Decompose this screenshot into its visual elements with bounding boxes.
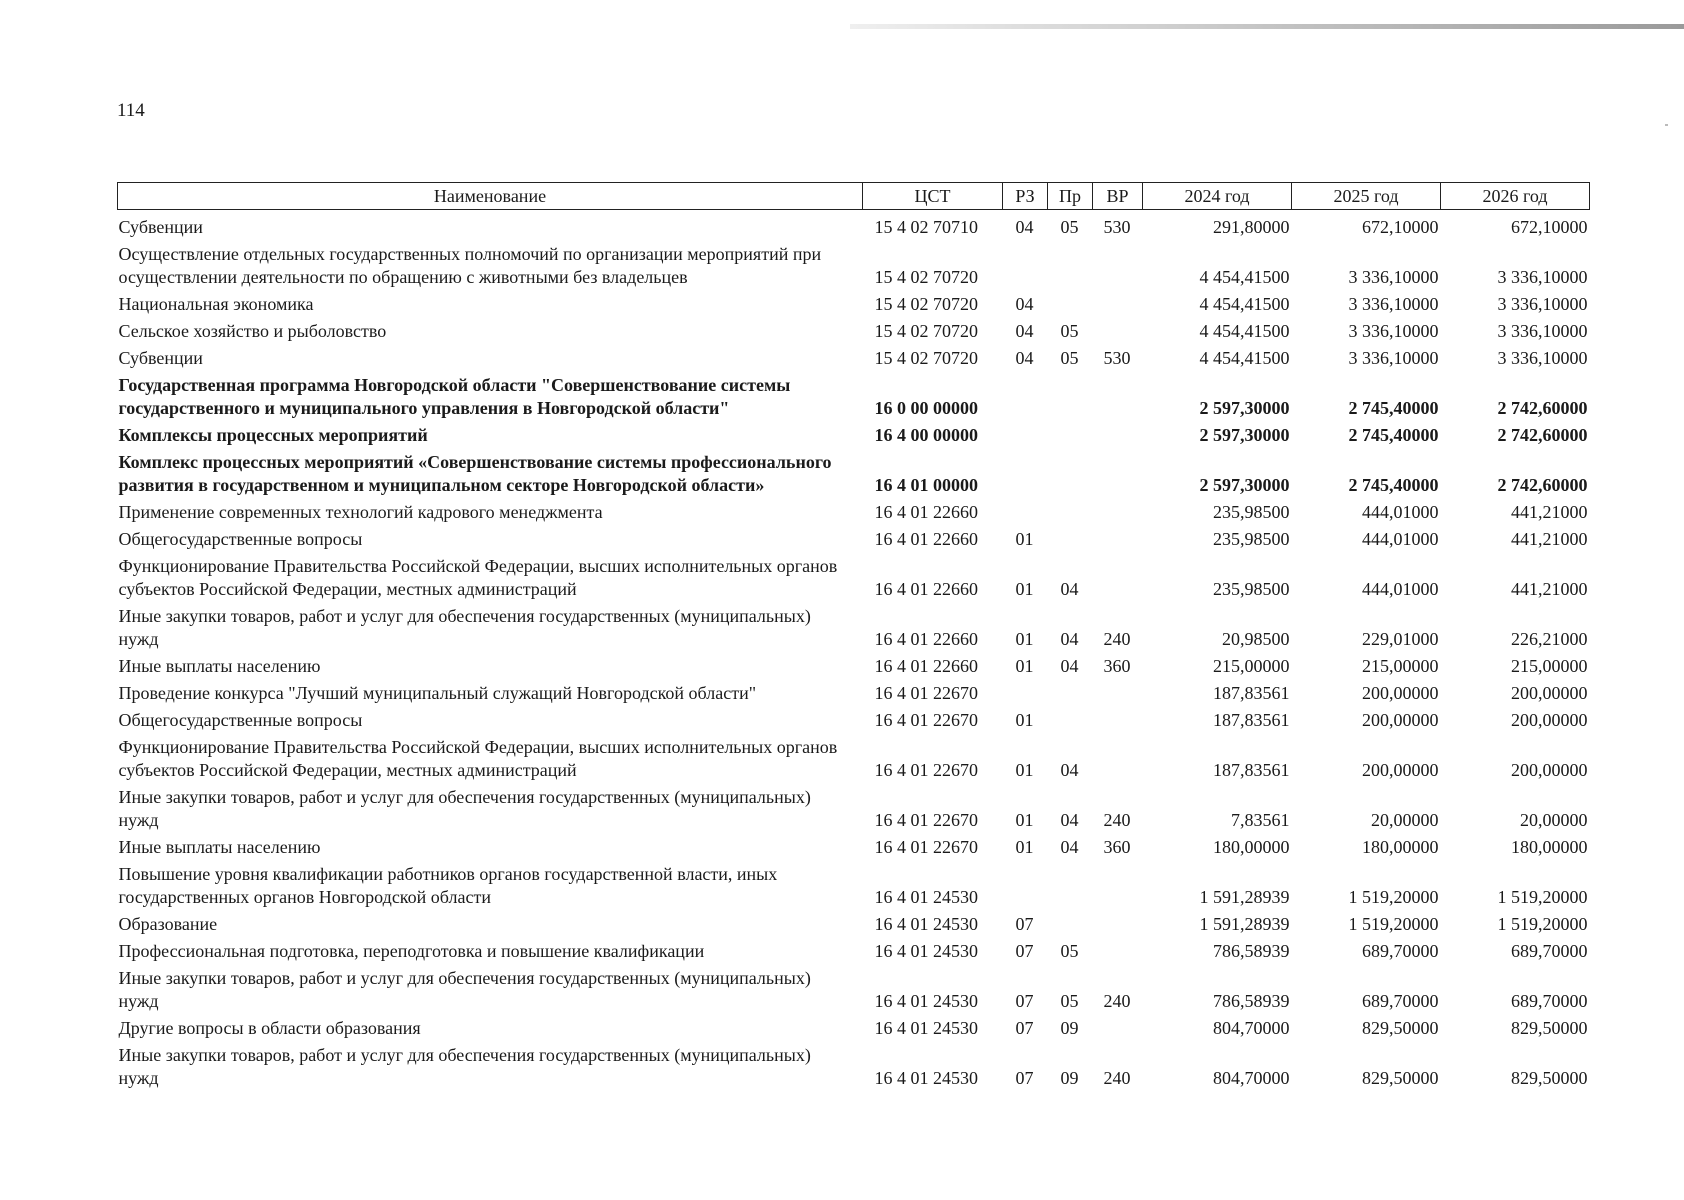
cell-2025: 1 519,20000: [1348, 914, 1439, 934]
header-rz: РЗ: [1003, 183, 1048, 210]
cell-2026: 441,21000: [1511, 529, 1588, 549]
cell-2024: 2 597,30000: [1199, 398, 1290, 418]
cell-pr: [1048, 447, 1093, 497]
cell-pr: 05: [1060, 217, 1079, 237]
cell-2026: 689,70000: [1511, 991, 1588, 1011]
cell-2024: 4 454,41500: [1199, 294, 1290, 314]
cell-pr: [1048, 420, 1093, 447]
header-2025: 2025 год: [1292, 183, 1441, 210]
cell-vr: [1093, 497, 1143, 524]
cell-pr: 04: [1060, 629, 1079, 649]
table-row: [118, 832, 1590, 859]
cell-2025: 200,00000: [1362, 683, 1439, 703]
cell-2025: 3 336,10000: [1348, 294, 1439, 314]
cell-rz: [1003, 239, 1048, 289]
cell-cst: 16 4 01 24530: [874, 1068, 978, 1088]
cell-vr: [1093, 370, 1143, 420]
cell-vr: [1093, 289, 1143, 316]
cell-vr: [1093, 447, 1143, 497]
cell-2025: 689,70000: [1362, 941, 1439, 961]
cell-2024: 215,00000: [1213, 656, 1290, 676]
cell-2024: 235,98500: [1213, 502, 1290, 522]
cell-cst: 15 4 02 70720: [874, 267, 978, 287]
header-pr: Пр: [1048, 183, 1093, 210]
table-row: [118, 497, 1590, 524]
cell-2025: 3 336,10000: [1348, 348, 1439, 368]
cell-2024: 235,98500: [1213, 579, 1290, 599]
cell-cst: 16 4 01 22660: [874, 629, 978, 649]
cell-2025: 3 336,10000: [1348, 267, 1439, 287]
cell-vr: 360: [1103, 837, 1131, 857]
cell-name: Осуществление отдельных государственных полномочий по организации мероприятий при осуществлении деятельности по обращению с животными без владельцев: [118, 244, 822, 287]
cell-name: Иные выплаты населению: [118, 656, 321, 676]
cell-2025: 1 519,20000: [1348, 887, 1439, 907]
cell-name: Комплекс процессных мероприятий «Совершенствование системы профессионального развития в государственном и муниципальном секторе Новгородской области»: [118, 452, 832, 495]
table-row: [118, 705, 1590, 732]
cell-cst: 16 4 00 00000: [874, 425, 978, 445]
cell-2025: 2 745,40000: [1348, 475, 1439, 495]
cell-name: Другие вопросы в области образования: [118, 1018, 421, 1038]
cell-2026: 2 742,60000: [1497, 425, 1588, 445]
cell-2024: 187,83561: [1213, 710, 1290, 730]
table-row: [118, 316, 1590, 343]
cell-2024: 187,83561: [1213, 760, 1290, 780]
table-row: [118, 909, 1590, 936]
cell-pr: [1048, 678, 1093, 705]
cell-rz: 07: [1015, 941, 1034, 961]
cell-vr: [1093, 859, 1143, 909]
cell-2026: 3 336,10000: [1497, 321, 1588, 341]
cell-vr: 240: [1103, 1068, 1131, 1088]
cell-2026: 200,00000: [1511, 710, 1588, 730]
header-cst: ЦСТ: [863, 183, 1003, 210]
cell-vr: [1093, 678, 1143, 705]
cell-name: Субвенции: [118, 217, 203, 237]
cell-rz: [1003, 678, 1048, 705]
table-row: [118, 678, 1590, 705]
cell-2025: 229,01000: [1362, 629, 1439, 649]
cell-2026: 3 336,10000: [1497, 348, 1588, 368]
cell-2026: 1 519,20000: [1497, 887, 1588, 907]
cell-vr: 240: [1103, 810, 1131, 830]
cell-name: Применение современных технологий кадрового менеджмента: [118, 502, 603, 522]
cell-rz: 01: [1015, 579, 1034, 599]
cell-2025: 829,50000: [1362, 1068, 1439, 1088]
cell-vr: 530: [1103, 348, 1131, 368]
table-row: [118, 651, 1590, 678]
cell-cst: 16 4 01 24530: [874, 887, 978, 907]
cell-name: Образование: [118, 914, 218, 934]
cell-vr: [1093, 936, 1143, 963]
cell-pr: [1048, 497, 1093, 524]
cell-name: Иные выплаты населению: [118, 837, 321, 857]
header-name: Наименование: [118, 183, 863, 210]
cell-vr: [1093, 551, 1143, 601]
cell-rz: [1003, 420, 1048, 447]
cell-rz: [1003, 370, 1048, 420]
cell-cst: 16 4 01 00000: [874, 475, 978, 495]
table-row: [118, 963, 1590, 1013]
cell-pr: [1048, 859, 1093, 909]
page-number: 114: [117, 100, 145, 121]
cell-pr: 09: [1060, 1018, 1079, 1038]
table-row: [118, 289, 1590, 316]
cell-2024: 4 454,41500: [1199, 348, 1290, 368]
cell-cst: 16 0 00 00000: [874, 398, 978, 418]
cell-vr: [1093, 316, 1143, 343]
cell-cst: 16 4 01 22670: [874, 837, 978, 857]
header-2024: 2024 год: [1143, 183, 1292, 210]
cell-vr: [1093, 909, 1143, 936]
cell-cst: 16 4 01 22660: [874, 529, 978, 549]
cell-2025: 215,00000: [1362, 656, 1439, 676]
table-row: [118, 210, 1590, 240]
cell-2025: 444,01000: [1362, 579, 1439, 599]
cell-name: Профессиональная подготовка, переподготовка и повышение квалификации: [118, 941, 705, 961]
cell-name: Проведение конкурса "Лучший муниципальный служащий Новгородской области": [118, 683, 757, 703]
cell-2025: 180,00000: [1362, 837, 1439, 857]
cell-name: Повышение уровня квалификации работников органов государственной власти, иных государственных органов Новгородской области: [118, 864, 778, 907]
cell-rz: 01: [1015, 529, 1034, 549]
cell-name: Иные закупки товаров, работ и услуг для обеспечения государственных (муниципальных) нужд: [118, 787, 811, 830]
cell-pr: [1048, 705, 1093, 732]
cell-2026: 2 742,60000: [1497, 475, 1588, 495]
table-row: [118, 859, 1590, 909]
cell-vr: [1093, 1013, 1143, 1040]
cell-2025: 3 336,10000: [1348, 321, 1439, 341]
cell-rz: 04: [1015, 321, 1034, 341]
cell-2025: 689,70000: [1362, 991, 1439, 1011]
cell-2024: 291,80000: [1213, 217, 1290, 237]
cell-rz: 07: [1015, 914, 1034, 934]
cell-2024: 235,98500: [1213, 529, 1290, 549]
table-row: [118, 524, 1590, 551]
cell-cst: 16 4 01 24530: [874, 1018, 978, 1038]
header-2026: 2026 год: [1441, 183, 1590, 210]
scan-speck: [1665, 124, 1668, 126]
cell-pr: 04: [1060, 760, 1079, 780]
cell-cst: 16 4 01 22670: [874, 683, 978, 703]
cell-vr: 360: [1103, 656, 1131, 676]
cell-pr: 04: [1060, 810, 1079, 830]
table-row: [118, 370, 1590, 420]
cell-pr: 05: [1060, 348, 1079, 368]
cell-pr: 09: [1060, 1068, 1079, 1088]
cell-pr: 04: [1060, 837, 1079, 857]
cell-cst: 16 4 01 22670: [874, 760, 978, 780]
cell-pr: [1048, 524, 1093, 551]
cell-2024: 187,83561: [1213, 683, 1290, 703]
cell-cst: 15 4 02 70720: [874, 321, 978, 341]
cell-rz: 01: [1015, 710, 1034, 730]
cell-cst: 16 4 01 22670: [874, 710, 978, 730]
cell-rz: 04: [1015, 294, 1034, 314]
cell-2026: 3 336,10000: [1497, 267, 1588, 287]
table-row: [118, 732, 1590, 782]
cell-2024: 4 454,41500: [1199, 267, 1290, 287]
cell-cst: 16 4 01 22670: [874, 810, 978, 830]
cell-vr: [1093, 239, 1143, 289]
cell-vr: [1093, 732, 1143, 782]
cell-2026: 689,70000: [1511, 941, 1588, 961]
cell-name: Иные закупки товаров, работ и услуг для обеспечения государственных (муниципальных) нужд: [118, 968, 811, 1011]
cell-2026: 215,00000: [1511, 656, 1588, 676]
cell-rz: 01: [1015, 656, 1034, 676]
table-row: [118, 420, 1590, 447]
cell-2026: 829,50000: [1511, 1018, 1588, 1038]
cell-2024: 180,00000: [1213, 837, 1290, 857]
cell-rz: 01: [1015, 837, 1034, 857]
cell-2025: 2 745,40000: [1348, 425, 1439, 445]
cell-name: Иные закупки товаров, работ и услуг для обеспечения государственных (муниципальных) нужд: [118, 1045, 811, 1088]
table-row: [118, 1013, 1590, 1040]
cell-rz: 04: [1015, 348, 1034, 368]
cell-2024: 804,70000: [1213, 1018, 1290, 1038]
cell-name: Функционирование Правительства Российской Федерации, высших исполнительных органов субъектов Российской Федерации, местных администраций: [118, 556, 838, 599]
cell-2025: 20,00000: [1371, 810, 1439, 830]
cell-2025: 200,00000: [1362, 710, 1439, 730]
table-row: [118, 782, 1590, 832]
cell-cst: 16 4 01 24530: [874, 914, 978, 934]
table-row: [118, 447, 1590, 497]
cell-name: Комплексы процессных мероприятий: [118, 425, 428, 445]
cell-name: Национальная экономика: [118, 294, 314, 314]
table-row: [118, 601, 1590, 651]
cell-name: Сельское хозяйство и рыболовство: [118, 321, 387, 341]
cell-name: Государственная программа Новгородской области "Совершенствование системы государственного и муниципального управления в Новгородской области": [118, 375, 791, 418]
scan-edge-line: [850, 24, 1684, 29]
cell-pr: 04: [1060, 579, 1079, 599]
cell-2024: 2 597,30000: [1199, 475, 1290, 495]
cell-2024: 4 454,41500: [1199, 321, 1290, 341]
table-row: [118, 936, 1590, 963]
cell-2024: 7,83561: [1231, 810, 1290, 830]
cell-2026: 441,21000: [1511, 579, 1588, 599]
cell-2026: 2 742,60000: [1497, 398, 1588, 418]
cell-rz: 01: [1015, 810, 1034, 830]
cell-vr: [1093, 705, 1143, 732]
cell-cst: 16 4 01 22660: [874, 579, 978, 599]
cell-2026: 672,10000: [1511, 217, 1588, 237]
cell-2025: 444,01000: [1362, 502, 1439, 522]
cell-rz: 07: [1015, 1018, 1034, 1038]
cell-rz: 07: [1015, 1068, 1034, 1088]
cell-rz: 01: [1015, 760, 1034, 780]
cell-2024: 20,98500: [1222, 629, 1290, 649]
cell-vr: 530: [1103, 217, 1131, 237]
cell-name: Общегосударственные вопросы: [118, 710, 363, 730]
cell-pr: [1048, 239, 1093, 289]
cell-pr: [1048, 289, 1093, 316]
cell-2026: 829,50000: [1511, 1068, 1588, 1088]
cell-2026: 3 336,10000: [1497, 294, 1588, 314]
cell-rz: 01: [1015, 629, 1034, 649]
cell-pr: 05: [1060, 991, 1079, 1011]
cell-pr: [1048, 909, 1093, 936]
table-body: [118, 210, 1590, 1091]
cell-cst: 16 4 01 24530: [874, 991, 978, 1011]
cell-2026: 1 519,20000: [1497, 914, 1588, 934]
cell-name: Общегосударственные вопросы: [118, 529, 363, 549]
cell-2026: 200,00000: [1511, 683, 1588, 703]
cell-vr: [1093, 524, 1143, 551]
cell-pr: 05: [1060, 941, 1079, 961]
cell-rz: 04: [1015, 217, 1034, 237]
cell-2025: 2 745,40000: [1348, 398, 1439, 418]
cell-2026: 226,21000: [1511, 629, 1588, 649]
table-row: [118, 1040, 1590, 1090]
table-row: [118, 551, 1590, 601]
cell-cst: 16 4 01 22660: [874, 502, 978, 522]
cell-vr: 240: [1103, 991, 1131, 1011]
cell-2024: 1 591,28939: [1199, 887, 1290, 907]
cell-2024: 804,70000: [1213, 1068, 1290, 1088]
cell-name: Иные закупки товаров, работ и услуг для обеспечения государственных (муниципальных) нужд: [118, 606, 811, 649]
cell-2026: 20,00000: [1520, 810, 1588, 830]
budget-table: [117, 182, 1590, 1090]
cell-name: Функционирование Правительства Российской Федерации, высших исполнительных органов субъектов Российской Федерации, местных администраций: [118, 737, 838, 780]
cell-cst: 15 4 02 70710: [874, 217, 978, 237]
cell-vr: 240: [1103, 629, 1131, 649]
cell-pr: 04: [1060, 656, 1079, 676]
cell-2025: 672,10000: [1362, 217, 1439, 237]
cell-2024: 786,58939: [1213, 941, 1290, 961]
cell-rz: [1003, 859, 1048, 909]
cell-rz: 07: [1015, 991, 1034, 1011]
cell-rz: [1003, 447, 1048, 497]
cell-pr: [1048, 370, 1093, 420]
cell-2024: 786,58939: [1213, 991, 1290, 1011]
cell-cst: 16 4 01 24530: [874, 941, 978, 961]
cell-2026: 180,00000: [1511, 837, 1588, 857]
cell-2025: 444,01000: [1362, 529, 1439, 549]
table-row: [118, 239, 1590, 289]
cell-cst: 16 4 01 22660: [874, 656, 978, 676]
cell-vr: [1093, 420, 1143, 447]
cell-2025: 200,00000: [1362, 760, 1439, 780]
cell-pr: 05: [1060, 321, 1079, 341]
cell-2024: 2 597,30000: [1199, 425, 1290, 445]
table-header-row: [118, 183, 1590, 210]
cell-name: Субвенции: [118, 348, 203, 368]
cell-2026: 200,00000: [1511, 760, 1588, 780]
table-row: [118, 343, 1590, 370]
cell-2025: 829,50000: [1362, 1018, 1439, 1038]
header-vr: ВР: [1093, 183, 1143, 210]
cell-cst: 15 4 02 70720: [874, 348, 978, 368]
cell-cst: 15 4 02 70720: [874, 294, 978, 314]
cell-2024: 1 591,28939: [1199, 914, 1290, 934]
cell-2026: 441,21000: [1511, 502, 1588, 522]
cell-rz: [1003, 497, 1048, 524]
